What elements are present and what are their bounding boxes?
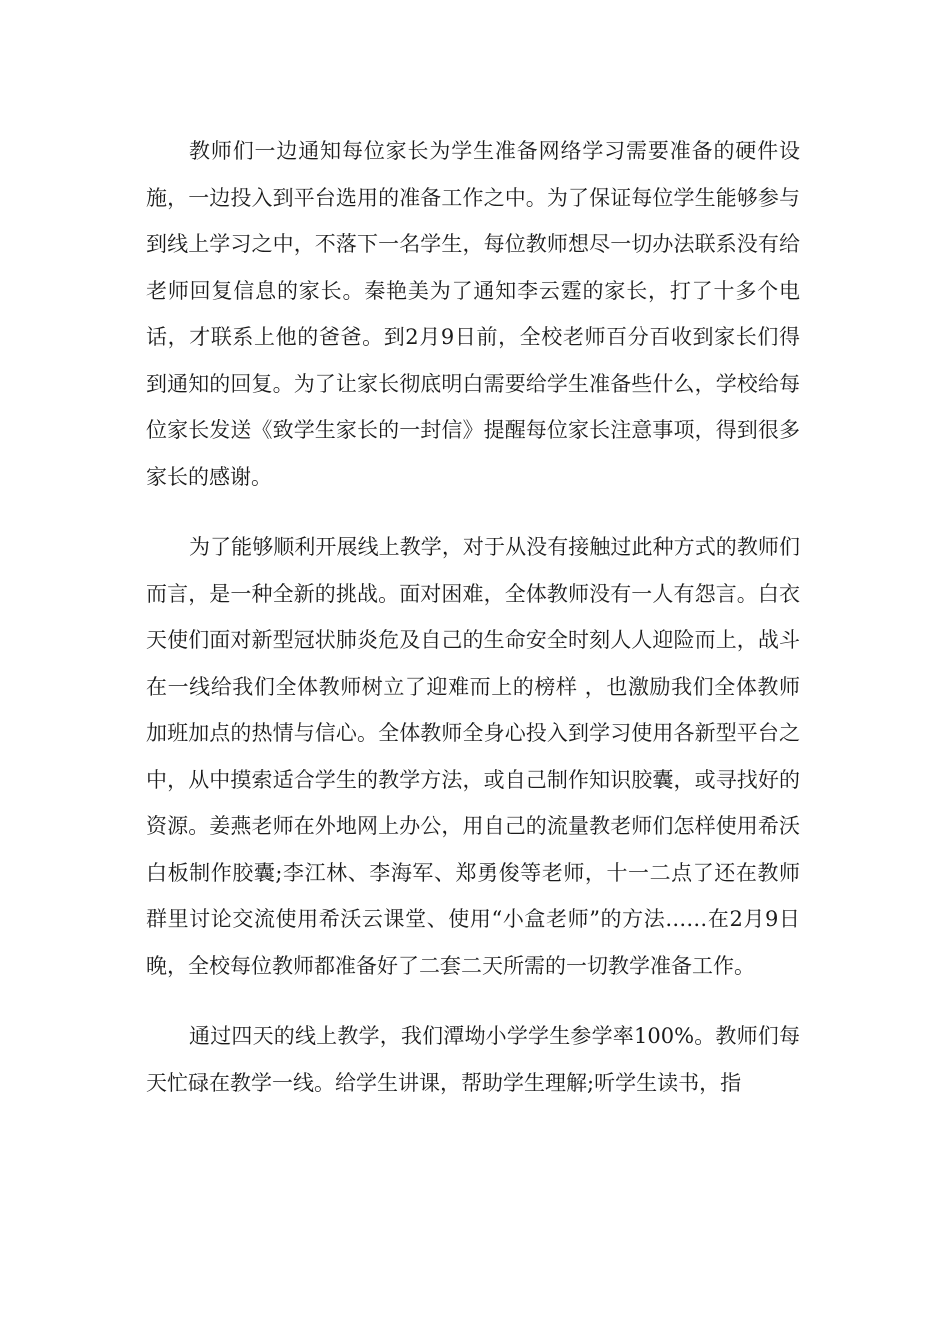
document-body bbox=[146, 128, 800, 1130]
paragraph-1: 教师们一边通知每位家长为学生准备网络学习需要准备的硬件设施，一边投入到平台选用的准备工作之中。为了保证每位学生能够参与到线上学习之中，不落下一名学生，每位教师想尽一切办法联系没有给老师回复信息的家长。秦艳美为了通知李云霆的家长，打了十多个电话，才联系上他的爸爸。到2月9日前，全校老师百分百收到家长们得到通知的回复。为了让家长彻底明白需要给学生准备些什么，学校给每位家长发送《致学生家长的一封信》提醒每位家长注意事项，得到很多家长的感谢。 bbox=[146, 139, 800, 489]
paragraph-3: 通过四天的线上教学，我们潭坳小学学生参学率100%。教师们每天忙碌在教学一线。给学生讲课，帮助学生理解;听学生读书，指 bbox=[146, 1024, 800, 1095]
paragraph-2: 为了能够顺利开展线上教学，对于从没有接触过此种方式的教师们而言，是一种全新的挑战。面对困难，全体教师没有一人有怨言。白衣天使们面对新型冠状肺炎危及自己的生命安全时刻人人迎险而上，战斗在一线给我们全体教师树立了迎难而上的榜样 ，也激励我们全体教师加班加点的热情与信心。全体教师全身心投入到学习使用各新型平台之中，从中摸索适合学生的教学方法，或自己制作知识胶囊，或寻找好的资源。姜燕老师在外地网上办公，用自己的流量教老师们怎样使用希沃白板制作胶囊;李江林、李海军、郑勇俊等老师，十一二点了还在教师群里讨论交流使用希沃云课堂、使用“小盒老师”的方法……在2月9日晚，全校每位教师都准备好了二套二天所需的一切教学准备工作。 bbox=[146, 535, 800, 978]
